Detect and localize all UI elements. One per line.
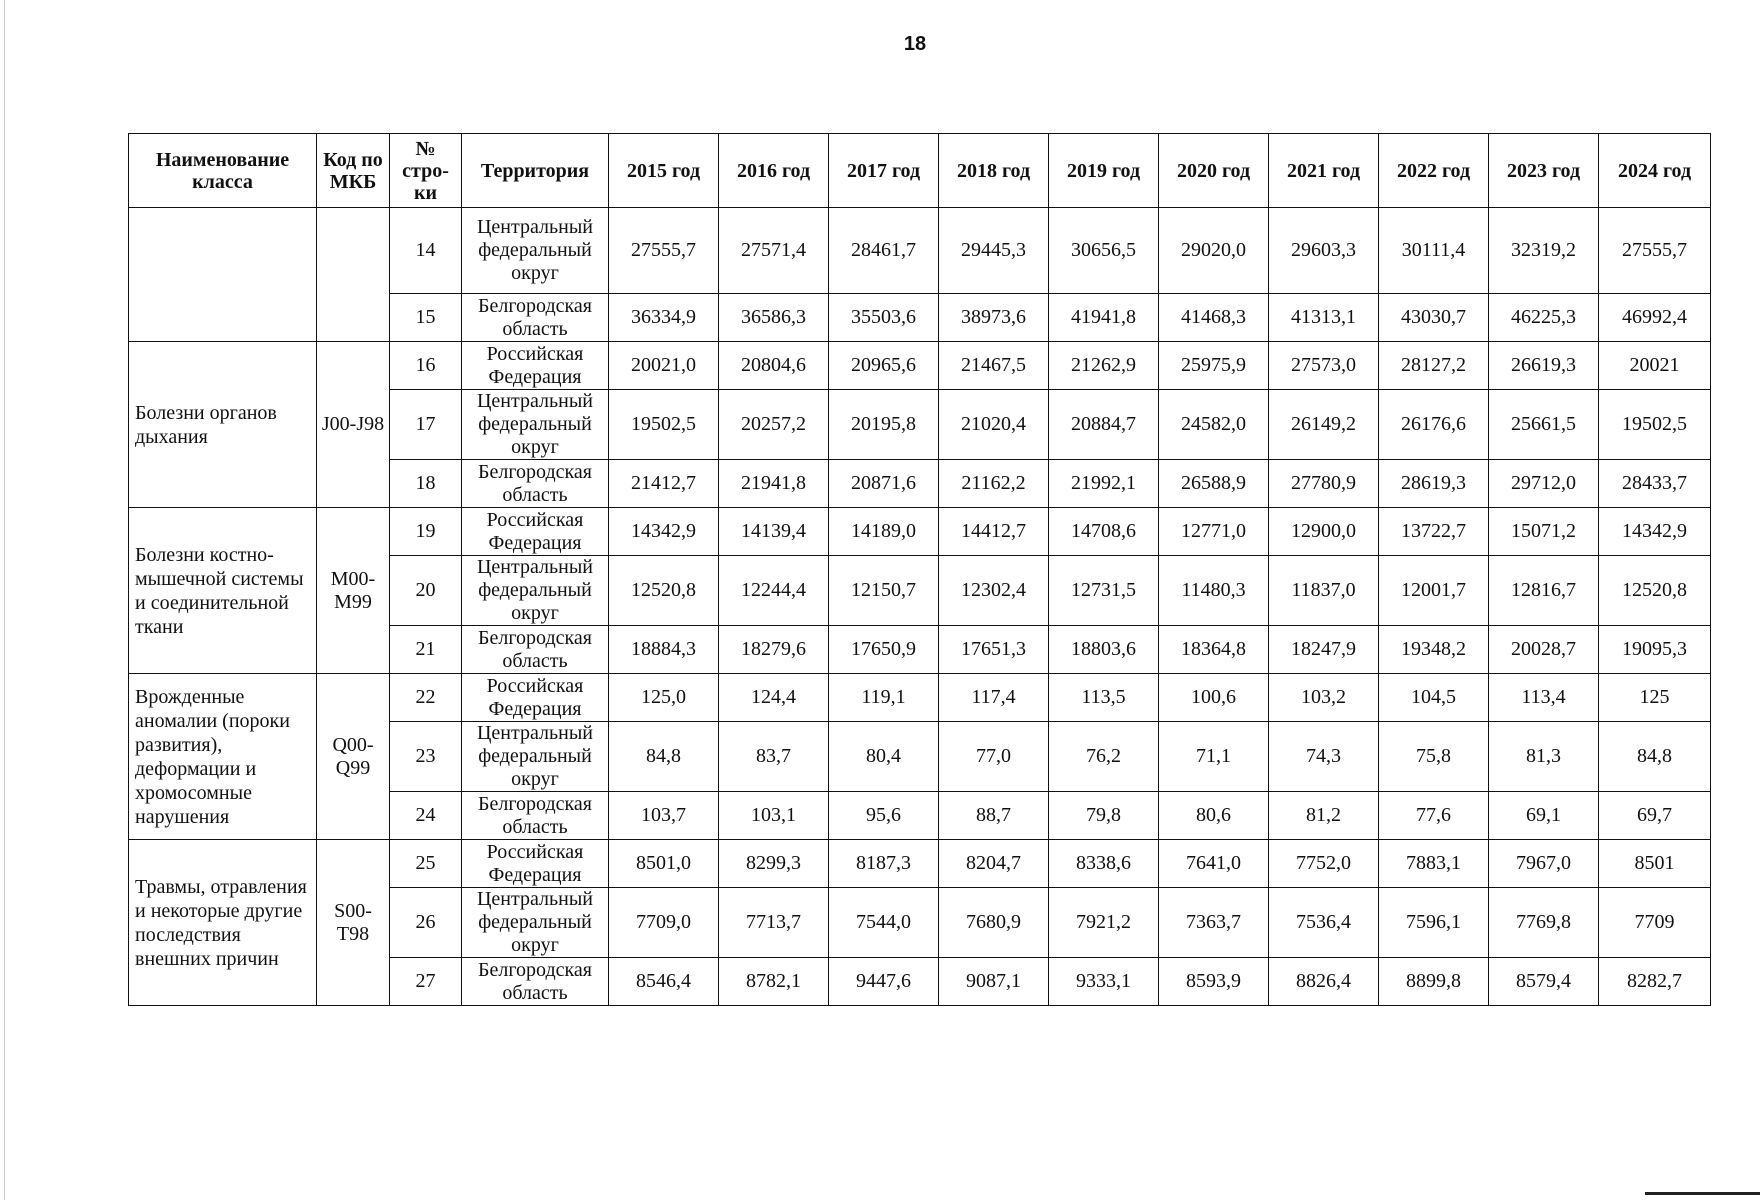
territory-cell: Белгородская область [462, 294, 609, 342]
value-cell: 8546,4 [609, 958, 719, 1006]
value-cell: 19502,5 [1599, 390, 1711, 460]
value-cell: 124,4 [719, 674, 829, 722]
value-cell: 41313,1 [1269, 294, 1379, 342]
header-territory: Территория [462, 134, 609, 208]
value-cell: 15071,2 [1489, 508, 1599, 556]
row-number-cell: 16 [390, 342, 462, 390]
value-cell: 81,3 [1489, 722, 1599, 792]
value-cell: 7363,7 [1159, 888, 1269, 958]
icd-code-cell: Q00-Q99 [317, 674, 390, 840]
value-cell: 28619,3 [1379, 460, 1489, 508]
territory-cell: Белгородская область [462, 626, 609, 674]
value-cell: 11837,0 [1269, 556, 1379, 626]
header-class: Наименование класса [129, 134, 317, 208]
value-cell: 84,8 [1599, 722, 1711, 792]
value-cell: 18247,9 [1269, 626, 1379, 674]
value-cell: 12520,8 [609, 556, 719, 626]
value-cell: 30656,5 [1049, 208, 1159, 294]
disease-class-cell: Врожденные аномалии (пороки развития), деформации и хромосомные нарушения [129, 674, 317, 840]
row-number-cell: 23 [390, 722, 462, 792]
header-code: Код по МКБ [317, 134, 390, 208]
header-year: 2018 год [939, 134, 1049, 208]
value-cell: 84,8 [609, 722, 719, 792]
page-number: 18 [903, 33, 927, 55]
value-cell: 41468,3 [1159, 294, 1269, 342]
disease-class-cell: Болезни органов дыхания [129, 342, 317, 508]
value-cell: 12150,7 [829, 556, 939, 626]
value-cell: 7596,1 [1379, 888, 1489, 958]
header-year: 2016 год [719, 134, 829, 208]
value-cell: 117,4 [939, 674, 1049, 722]
value-cell: 29712,0 [1489, 460, 1599, 508]
value-cell: 14412,7 [939, 508, 1049, 556]
value-cell: 8187,3 [829, 840, 939, 888]
value-cell: 18803,6 [1049, 626, 1159, 674]
value-cell: 26149,2 [1269, 390, 1379, 460]
territory-cell: Российская Федерация [462, 674, 609, 722]
value-cell: 83,7 [719, 722, 829, 792]
icd-code-cell [317, 208, 390, 342]
value-cell: 8579,4 [1489, 958, 1599, 1006]
row-number-cell: 15 [390, 294, 462, 342]
value-cell: 12244,4 [719, 556, 829, 626]
value-cell: 28127,2 [1379, 342, 1489, 390]
row-number-cell: 25 [390, 840, 462, 888]
value-cell: 104,5 [1379, 674, 1489, 722]
value-cell: 103,2 [1269, 674, 1379, 722]
value-cell: 125,0 [609, 674, 719, 722]
value-cell: 18364,8 [1159, 626, 1269, 674]
disease-class-cell: Болезни костно-мышечной системы и соединительной ткани [129, 508, 317, 674]
value-cell: 76,2 [1049, 722, 1159, 792]
value-cell: 125 [1599, 674, 1711, 722]
icd-code-cell: M00-M99 [317, 508, 390, 674]
value-cell: 7680,9 [939, 888, 1049, 958]
value-cell: 9447,6 [829, 958, 939, 1006]
value-cell: 12731,5 [1049, 556, 1159, 626]
value-cell: 27555,7 [1599, 208, 1711, 294]
value-cell: 77,0 [939, 722, 1049, 792]
territory-cell: Белгородская область [462, 460, 609, 508]
value-cell: 75,8 [1379, 722, 1489, 792]
value-cell: 21467,5 [939, 342, 1049, 390]
value-cell: 12816,7 [1489, 556, 1599, 626]
value-cell: 88,7 [939, 792, 1049, 840]
value-cell: 32319,2 [1489, 208, 1599, 294]
territory-cell: Российская Федерация [462, 840, 609, 888]
value-cell: 71,1 [1159, 722, 1269, 792]
value-cell: 38973,6 [939, 294, 1049, 342]
header-year: 2021 год [1269, 134, 1379, 208]
territory-cell: Белгородская область [462, 792, 609, 840]
value-cell: 21020,4 [939, 390, 1049, 460]
value-cell: 95,6 [829, 792, 939, 840]
row-number-cell: 18 [390, 460, 462, 508]
value-cell: 113,5 [1049, 674, 1159, 722]
value-cell: 79,8 [1049, 792, 1159, 840]
value-cell: 20965,6 [829, 342, 939, 390]
value-cell: 26588,9 [1159, 460, 1269, 508]
value-cell: 13722,7 [1379, 508, 1489, 556]
value-cell: 28433,7 [1599, 460, 1711, 508]
value-cell: 7713,7 [719, 888, 829, 958]
territory-cell: Российская Федерация [462, 342, 609, 390]
row-number-cell: 26 [390, 888, 462, 958]
scan-edge-line [4, 0, 5, 1200]
value-cell: 8899,8 [1379, 958, 1489, 1006]
value-cell: 100,6 [1159, 674, 1269, 722]
header-year: 2015 год [609, 134, 719, 208]
value-cell: 80,6 [1159, 792, 1269, 840]
value-cell: 17651,3 [939, 626, 1049, 674]
value-cell: 20021,0 [609, 342, 719, 390]
value-cell: 11480,3 [1159, 556, 1269, 626]
value-cell: 25975,9 [1159, 342, 1269, 390]
value-cell: 14342,9 [1599, 508, 1711, 556]
territory-cell: Центральный федеральный округ [462, 390, 609, 460]
row-number-cell: 20 [390, 556, 462, 626]
value-cell: 20804,6 [719, 342, 829, 390]
value-cell: 12520,8 [1599, 556, 1711, 626]
value-cell: 7752,0 [1269, 840, 1379, 888]
value-cell: 29445,3 [939, 208, 1049, 294]
value-cell: 7709,0 [609, 888, 719, 958]
row-number-cell: 21 [390, 626, 462, 674]
value-cell: 29020,0 [1159, 208, 1269, 294]
table-row [129, 342, 1711, 390]
value-cell: 8782,1 [719, 958, 829, 1006]
value-cell: 7641,0 [1159, 840, 1269, 888]
value-cell: 7709 [1599, 888, 1711, 958]
value-cell: 14189,0 [829, 508, 939, 556]
value-cell: 20257,2 [719, 390, 829, 460]
scan-bottom-line [1645, 1192, 1760, 1195]
value-cell: 14342,9 [609, 508, 719, 556]
header-year: 2017 год [829, 134, 939, 208]
table-row [129, 508, 1711, 556]
value-cell: 17650,9 [829, 626, 939, 674]
header-row-number: № стро-ки [390, 134, 462, 208]
value-cell: 21941,8 [719, 460, 829, 508]
value-cell: 20195,8 [829, 390, 939, 460]
territory-cell: Центральный федеральный округ [462, 722, 609, 792]
value-cell: 103,1 [719, 792, 829, 840]
value-cell: 35503,6 [829, 294, 939, 342]
territory-cell: Белгородская область [462, 958, 609, 1006]
icd-code-cell: S00-T98 [317, 840, 390, 1006]
morbidity-table [128, 133, 1711, 1006]
value-cell: 7769,8 [1489, 888, 1599, 958]
value-cell: 14139,4 [719, 508, 829, 556]
value-cell: 20871,6 [829, 460, 939, 508]
value-cell: 41941,8 [1049, 294, 1159, 342]
value-cell: 20021 [1599, 342, 1711, 390]
value-cell: 18279,6 [719, 626, 829, 674]
value-cell: 27780,9 [1269, 460, 1379, 508]
value-cell: 8501 [1599, 840, 1711, 888]
disease-class-cell [129, 208, 317, 342]
table-row [129, 840, 1711, 888]
value-cell: 25661,5 [1489, 390, 1599, 460]
value-cell: 18884,3 [609, 626, 719, 674]
value-cell: 28461,7 [829, 208, 939, 294]
row-number-cell: 17 [390, 390, 462, 460]
value-cell: 119,1 [829, 674, 939, 722]
value-cell: 43030,7 [1379, 294, 1489, 342]
row-number-cell: 19 [390, 508, 462, 556]
value-cell: 9333,1 [1049, 958, 1159, 1006]
value-cell: 8501,0 [609, 840, 719, 888]
value-cell: 27573,0 [1269, 342, 1379, 390]
value-cell: 19348,2 [1379, 626, 1489, 674]
value-cell: 36586,3 [719, 294, 829, 342]
value-cell: 69,7 [1599, 792, 1711, 840]
row-number-cell: 24 [390, 792, 462, 840]
territory-cell: Центральный федеральный округ [462, 208, 609, 294]
row-number-cell: 14 [390, 208, 462, 294]
value-cell: 8282,7 [1599, 958, 1711, 1006]
value-cell: 77,6 [1379, 792, 1489, 840]
value-cell: 12001,7 [1379, 556, 1489, 626]
header-year: 2020 год [1159, 134, 1269, 208]
value-cell: 8593,9 [1159, 958, 1269, 1006]
value-cell: 7883,1 [1379, 840, 1489, 888]
value-cell: 21992,1 [1049, 460, 1159, 508]
value-cell: 21412,7 [609, 460, 719, 508]
value-cell: 14708,6 [1049, 508, 1159, 556]
value-cell: 36334,9 [609, 294, 719, 342]
value-cell: 8299,3 [719, 840, 829, 888]
value-cell: 24582,0 [1159, 390, 1269, 460]
value-cell: 30111,4 [1379, 208, 1489, 294]
header-year: 2023 год [1489, 134, 1599, 208]
table-row [129, 208, 1711, 294]
territory-cell: Центральный федеральный округ [462, 556, 609, 626]
value-cell: 26619,3 [1489, 342, 1599, 390]
value-cell: 8338,6 [1049, 840, 1159, 888]
header-year: 2022 год [1379, 134, 1489, 208]
table-body [129, 208, 1711, 1006]
table-row [129, 674, 1711, 722]
value-cell: 19502,5 [609, 390, 719, 460]
header-year: 2019 год [1049, 134, 1159, 208]
value-cell: 21262,9 [1049, 342, 1159, 390]
value-cell: 21162,2 [939, 460, 1049, 508]
value-cell: 81,2 [1269, 792, 1379, 840]
territory-cell: Центральный федеральный округ [462, 888, 609, 958]
value-cell: 19095,3 [1599, 626, 1711, 674]
value-cell: 7536,4 [1269, 888, 1379, 958]
territory-cell: Российская Федерация [462, 508, 609, 556]
value-cell: 29603,3 [1269, 208, 1379, 294]
value-cell: 27555,7 [609, 208, 719, 294]
table-header-row [129, 134, 1711, 208]
value-cell: 80,4 [829, 722, 939, 792]
value-cell: 8204,7 [939, 840, 1049, 888]
value-cell: 7544,0 [829, 888, 939, 958]
icd-code-cell: J00-J98 [317, 342, 390, 508]
value-cell: 69,1 [1489, 792, 1599, 840]
value-cell: 103,7 [609, 792, 719, 840]
row-number-cell: 22 [390, 674, 462, 722]
value-cell: 27571,4 [719, 208, 829, 294]
value-cell: 46992,4 [1599, 294, 1711, 342]
value-cell: 12302,4 [939, 556, 1049, 626]
value-cell: 46225,3 [1489, 294, 1599, 342]
value-cell: 20884,7 [1049, 390, 1159, 460]
value-cell: 12771,0 [1159, 508, 1269, 556]
disease-class-cell: Травмы, отравления и некоторые другие последствия внешних причин [129, 840, 317, 1006]
header-year: 2024 год [1599, 134, 1711, 208]
value-cell: 9087,1 [939, 958, 1049, 1006]
value-cell: 74,3 [1269, 722, 1379, 792]
value-cell: 20028,7 [1489, 626, 1599, 674]
value-cell: 7967,0 [1489, 840, 1599, 888]
value-cell: 12900,0 [1269, 508, 1379, 556]
value-cell: 7921,2 [1049, 888, 1159, 958]
value-cell: 26176,6 [1379, 390, 1489, 460]
row-number-cell: 27 [390, 958, 462, 1006]
value-cell: 8826,4 [1269, 958, 1379, 1006]
value-cell: 113,4 [1489, 674, 1599, 722]
